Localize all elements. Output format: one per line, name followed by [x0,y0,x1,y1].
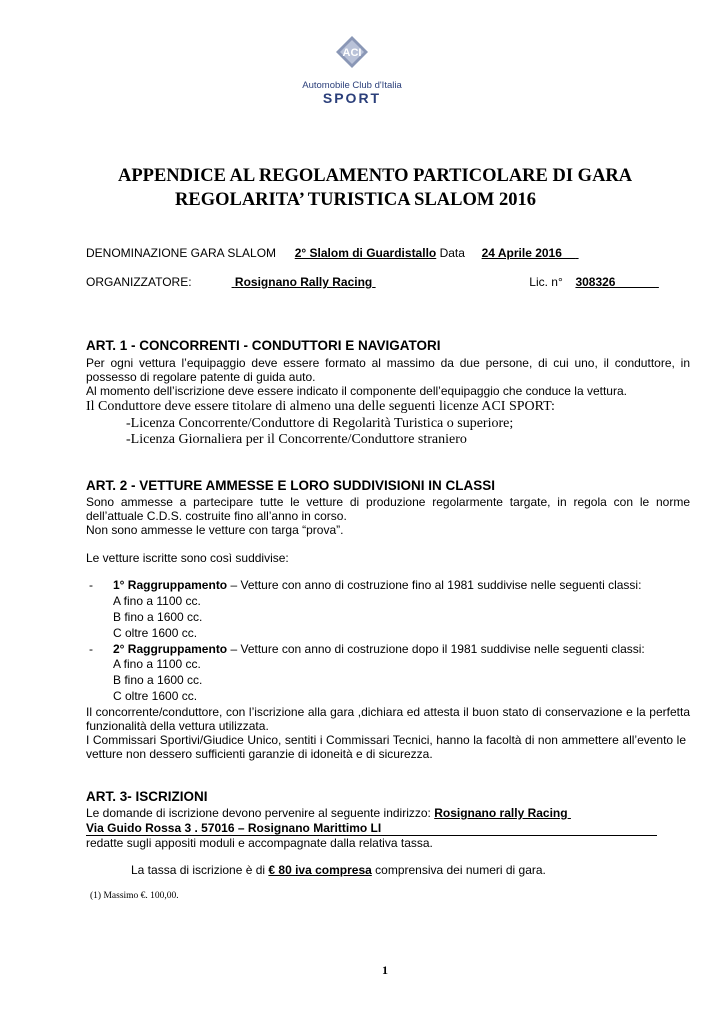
footnote: (1) Massimo €. 100,00. [90,891,179,901]
art3-tassa [131,863,546,877]
organizzatore-row [86,275,659,289]
data-label: Data [439,246,465,260]
group-1-class-c: C oltre 1600 cc. [113,626,198,640]
art1-licence-2: -Licenza Giornaliera per il Concorrente/Conduttore straniero [126,432,467,447]
group-1-class-b: B fino a 1600 cc. [113,610,203,624]
gara-label: DENOMINAZIONE GARA SLALOM [86,246,277,260]
lic-label: Lic. n° [529,275,563,289]
art2-heading: ART. 2 - VETTURE AMMESSE E LORO SUDDIVISIONI IN CLASSI [86,478,496,493]
art2-paragraph-4: Il concorrente/conduttore, con l’iscrizione alla gara ,dichiara ed attesta il buon stato di conservazione e la perfetta funzionalità della vettura utilizzata. [86,705,690,733]
art3-address-name: Rosignano rally Racing [434,806,568,820]
tassa-post: comprensiva dei numeri di gara. [371,863,546,877]
title-line-2: REGOLARITA’ TURISTICA SLALOM 2016 [175,190,536,210]
logo-org-name: Automobile Club d'Italia [302,80,402,91]
group-1 [113,578,641,592]
group-2-class-a: A fino a 1100 cc. [113,657,201,671]
aci-sport-logo [296,30,408,114]
art3-address-street-line [86,821,657,836]
tassa-pre: La tassa di iscrizione è di [131,863,269,877]
art1-paragraph-3: Il Conduttore deve essere titolare di almeno una delle seguenti licenze ACI SPORT: [86,399,555,414]
gara-row [86,246,641,260]
title-line-1: APPENDICE AL REGOLAMENTO PARTICOLARE DI GARA [118,166,633,186]
art3-heading: ART. 3- ISCRIZIONI [86,789,208,804]
data-value: 24 Aprile 2016__ [481,246,576,260]
logo-sport-word: SPORT [322,90,382,106]
gara-value: 2° Slalom di Guardistallo [294,246,437,260]
org-value: Rosignano Rally Racing [234,275,373,289]
group-2-class-c: C oltre 1600 cc. [113,689,198,703]
aci-badge-icon [296,30,408,80]
group-2-class-b: B fino a 1600 cc. [113,673,203,687]
group-2-dash: - [89,642,93,656]
group-1-dash: - [89,578,93,592]
art3-paragraph-2: redatte sugli appositi moduli e accompagnate dalla relativa tassa. [86,836,433,850]
page-number: 1 [382,963,388,977]
badge-text: ACI [342,47,362,59]
art2-paragraph-5: I Commissari Sportivi/Giudice Unico, sentiti i Commissari Tecnici, hanno la facoltà di non ammettere all’evento le vetture non dessero sufficienti garanzie di idoneità e di sicurezza. [86,733,686,761]
art3-intro [86,806,650,820]
group-1-desc: – Vetture con anno di costruzione fino al 1981 suddivise nelle seguenti classi: [227,578,642,592]
tassa-value: € 80 iva compresa [268,863,372,877]
group-2 [113,642,645,656]
art2-paragraph-2: Non sono ammesse le vetture con targa “prova”. [86,523,344,537]
art2-paragraph-3: Le vetture iscritte sono così suddivise: [86,551,289,565]
art2-paragraph-1: Sono ammesse a partecipare tutte le vetture di produzione regolarmente targate, in regola con le norme dell’attuale C.D.S. costruite fino all’anno in corso. [86,495,690,523]
art1-licence-1: -Licenza Concorrente/Conduttore di Regolarità Turistica o superiore; [126,416,514,431]
art1-heading: ART. 1 - CONCORRENTI - CONDUTTORI E NAVIGATORI [86,338,441,353]
group-1-name: 1° Raggruppamento [113,578,228,592]
org-label: ORGANIZZATORE: [86,275,192,289]
data-underline [575,246,641,260]
art3-address-street: Via Guido Rossa 3 . 57016 – Rosignano Marittimo LI [86,821,382,835]
lic-value: 308326______ [575,275,656,289]
group-2-name: 2° Raggruppamento [113,642,228,656]
art3-intro-text: Le domande di iscrizione devono pervenire al seguente indirizzo: [86,806,435,820]
art1-paragraph-2: Al momento dell’iscrizione deve essere indicato il componente dell’equipaggio che conduce la vettura. [86,384,627,398]
art1-paragraph-1: Per ogni vettura l’equipaggio deve essere formato al massimo da due persone, di cui uno, il conduttore, in possesso di regolare patente di guida auto. [86,356,690,384]
group-1-class-a: A fino a 1100 cc. [113,594,201,608]
group-2-desc: – Vetture con anno di costruzione dopo il 1981 suddivise nelle seguenti classi: [227,642,645,656]
